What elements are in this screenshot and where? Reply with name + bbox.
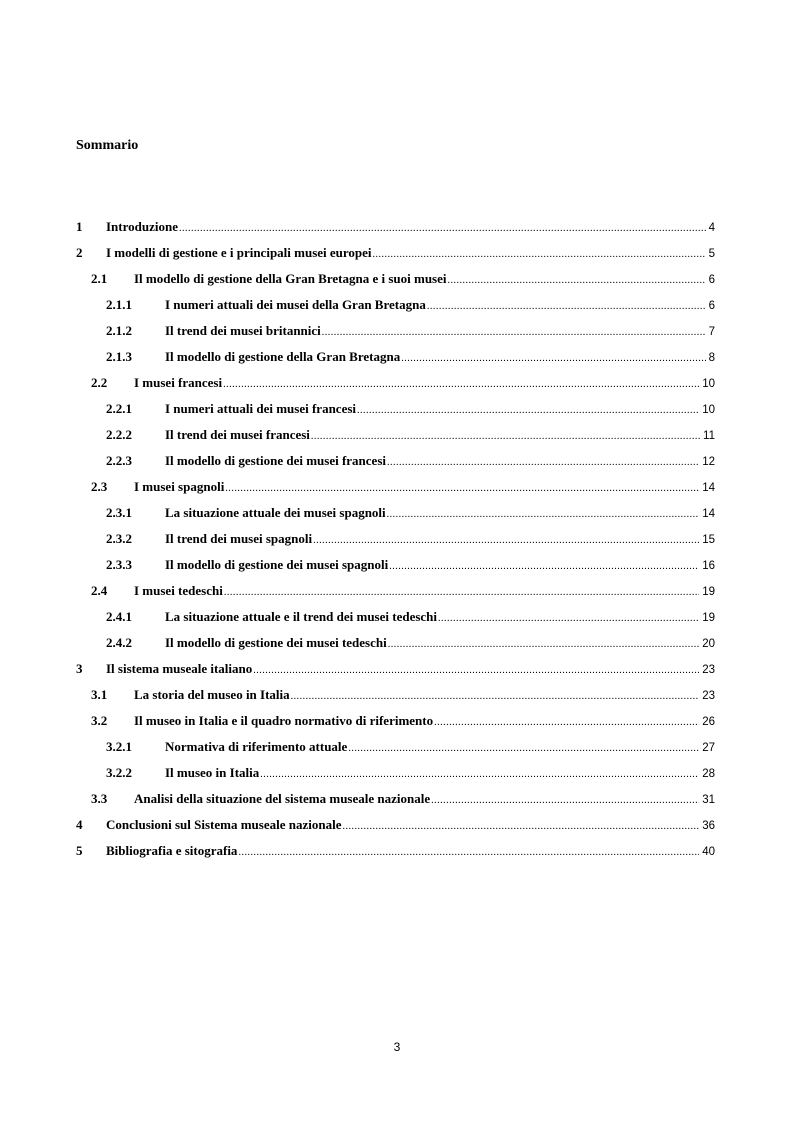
toc-entry[interactable] — [0, 578, 794, 604]
toc-entry-line — [165, 500, 715, 528]
toc-entry-page: 7 — [708, 326, 715, 338]
toc-entry-line — [165, 734, 715, 762]
toc-entry-page: 15 — [702, 534, 715, 546]
dot-leader — [434, 710, 699, 736]
toc-entry-number: 3.2.1 — [106, 739, 132, 754]
toc-entry-page: 14 — [702, 482, 715, 494]
toc-entry[interactable] — [0, 396, 794, 422]
toc-entry[interactable] — [0, 500, 794, 526]
dot-leader — [225, 476, 699, 502]
toc-entry-line — [134, 708, 715, 736]
toc-entry-page: 23 — [702, 664, 715, 676]
dot-leader — [389, 554, 699, 580]
toc-entry-label[interactable]: Il modello di gestione della Gran Bretagna e i suoi musei — [134, 271, 447, 286]
toc-entry-line — [134, 578, 715, 606]
toc-entry[interactable] — [0, 838, 794, 864]
toc-entry-page: 19 — [702, 612, 715, 624]
dot-leader — [348, 736, 699, 762]
toc-entry-number: 2.3 — [91, 479, 108, 494]
toc-entry-page: 31 — [702, 794, 715, 806]
toc-entry-page: 23 — [702, 690, 715, 702]
toc-entry-page: 28 — [702, 768, 715, 780]
dot-leader — [387, 450, 699, 476]
toc-entry-line — [106, 656, 715, 684]
toc-entry-label[interactable]: I musei francesi — [134, 375, 223, 390]
toc-entry-label[interactable]: La situazione attuale e il trend dei musei tedeschi — [165, 609, 438, 624]
toc-entry[interactable] — [0, 656, 794, 682]
dot-leader — [448, 268, 706, 294]
toc-entry-label[interactable]: Introduzione — [106, 219, 178, 234]
toc-entry-number: 2.1 — [91, 271, 108, 286]
toc-entry-number: 2.2.3 — [106, 453, 132, 468]
toc-entry-label[interactable]: Il modello di gestione della Gran Bretagna — [165, 349, 401, 364]
toc-entry-number: 1 — [76, 219, 83, 234]
toc-entry[interactable] — [0, 240, 794, 266]
toc-entry-line — [106, 838, 715, 866]
toc-entry-page: 16 — [702, 560, 715, 572]
toc-entry-number: 2.4 — [91, 583, 108, 598]
toc-entry-label[interactable]: Normativa di riferimento attuale — [165, 739, 348, 754]
toc-entry[interactable] — [0, 604, 794, 630]
toc-entry-label[interactable]: I musei tedeschi — [134, 583, 223, 598]
toc-entry-page: 26 — [702, 716, 715, 728]
toc-entry-page: 8 — [708, 352, 715, 364]
toc-entry-line — [165, 422, 715, 450]
toc-entry-page: 36 — [702, 820, 715, 832]
toc-entry-line — [165, 604, 715, 632]
dot-leader — [373, 242, 706, 268]
toc-entry[interactable] — [0, 812, 794, 838]
toc-entry-label[interactable]: I numeri attuali dei musei francesi — [165, 401, 357, 416]
page-number: 3 — [393, 1040, 401, 1054]
dot-leader — [427, 294, 706, 320]
toc-entry[interactable] — [0, 422, 794, 448]
toc-entry-page: 10 — [702, 404, 715, 416]
toc-entry-line — [134, 682, 715, 710]
toc-entry-label[interactable]: Il modello di gestione dei musei spagnoli — [165, 557, 389, 572]
toc-entry-page: 14 — [702, 508, 715, 520]
dot-leader — [313, 528, 699, 554]
toc-entry[interactable] — [0, 708, 794, 734]
dot-leader — [224, 580, 699, 606]
toc-entry-line — [165, 448, 715, 476]
toc-entry-page: 12 — [702, 456, 715, 468]
dot-leader — [179, 216, 706, 242]
toc-entry-label[interactable]: Il sistema museale italiano — [106, 661, 253, 676]
toc-entry-line — [165, 292, 715, 320]
toc-entry[interactable] — [0, 734, 794, 760]
toc-entry-number: 2.3.1 — [106, 505, 132, 520]
toc-entry-label[interactable]: I musei spagnoli — [134, 479, 225, 494]
toc-entry[interactable] — [0, 526, 794, 552]
toc-entry-label[interactable]: La situazione attuale dei musei spagnoli — [165, 505, 386, 520]
toc-entry-line — [165, 760, 715, 788]
toc-entry-label[interactable]: Il trend dei musei francesi — [165, 427, 310, 442]
toc-entry-label[interactable]: I modelli di gestione e i principali musei europei — [106, 245, 372, 260]
dot-leader — [291, 684, 700, 710]
dot-leader — [401, 346, 705, 372]
toc-entry-page: 27 — [702, 742, 715, 754]
toc-entry-number: 3.1 — [91, 687, 108, 702]
toc-entry-number: 3.3 — [91, 791, 108, 806]
toc-entry-number: 2.4.2 — [106, 635, 132, 650]
dot-leader — [238, 840, 699, 866]
toc-entry-page: 6 — [708, 274, 715, 286]
toc-entry-label[interactable]: La storia del museo in Italia — [134, 687, 290, 702]
toc-entry-line — [106, 214, 715, 242]
toc-entry-label[interactable]: Conclusioni sul Sistema museale nazionale — [106, 817, 342, 832]
toc-entry[interactable] — [0, 630, 794, 656]
toc-entry[interactable] — [0, 266, 794, 292]
toc-entry-line — [134, 266, 715, 294]
toc-entry-number: 2.1.3 — [106, 349, 132, 364]
toc-entry-number: 4 — [76, 817, 83, 832]
toc-entry-page: 5 — [708, 248, 715, 260]
dot-leader — [253, 658, 699, 684]
toc-entry[interactable] — [0, 786, 794, 812]
toc-entry-line — [106, 240, 715, 268]
toc-entry[interactable] — [0, 344, 794, 370]
dot-leader — [260, 762, 699, 788]
toc-entry-number: 2.3.3 — [106, 557, 132, 572]
toc-entry-number: 2 — [76, 245, 83, 260]
toc-entry-number: 2.2.2 — [106, 427, 132, 442]
toc-entry[interactable] — [0, 292, 794, 318]
toc-entry-page: 11 — [703, 430, 715, 442]
toc-entry-number: 2.2.1 — [106, 401, 132, 416]
dot-leader — [311, 424, 700, 450]
toc-entry-page: 40 — [702, 846, 715, 858]
dot-leader — [322, 320, 706, 346]
toc-entry-number: 3.2 — [91, 713, 108, 728]
toc-entry[interactable] — [0, 552, 794, 578]
dot-leader — [223, 372, 699, 398]
dot-leader — [357, 398, 699, 424]
toc-entry-line — [134, 370, 715, 398]
toc-entry-page: 6 — [708, 300, 715, 312]
dot-leader — [342, 814, 699, 840]
toc-entry[interactable] — [0, 448, 794, 474]
toc-entry-page: 10 — [702, 378, 715, 390]
toc-entry[interactable] — [0, 760, 794, 786]
toc-entry-page: 19 — [702, 586, 715, 598]
toc-entry-number: 2.2 — [91, 375, 108, 390]
dot-leader — [387, 502, 700, 528]
toc-entry-number: 5 — [76, 843, 83, 858]
dot-leader — [388, 632, 699, 658]
toc-entry-label[interactable]: Il modello di gestione dei musei francesi — [165, 453, 386, 468]
toc-entry-label[interactable]: Bibliografia e sitografia — [106, 843, 238, 858]
toc-entry-line — [165, 318, 715, 346]
toc-entry-line — [106, 812, 715, 840]
toc-entry[interactable] — [0, 370, 794, 396]
toc-entry-label[interactable]: Il museo in Italia — [165, 765, 260, 780]
toc-entry[interactable] — [0, 318, 794, 344]
toc-title: Sommario — [76, 138, 139, 153]
toc-entry-label[interactable]: Il trend dei musei britannici — [165, 323, 321, 338]
dot-leader — [431, 788, 699, 814]
toc-entry-number: 3.2.2 — [106, 765, 132, 780]
toc-entry-number: 2.3.2 — [106, 531, 132, 546]
toc-entry-number: 2.4.1 — [106, 609, 132, 624]
toc-entry-line — [134, 474, 715, 502]
toc-entry-line — [165, 344, 715, 372]
table-of-contents — [0, 214, 794, 864]
toc-entry-label[interactable]: Il modello di gestione dei musei tedeschi — [165, 635, 387, 650]
toc-entry-number: 2.1.1 — [106, 297, 132, 312]
toc-entry-label[interactable]: Analisi della situazione del sistema museale nazionale — [134, 791, 431, 806]
toc-entry-line — [165, 526, 715, 554]
toc-entry-label[interactable]: I numeri attuali dei musei della Gran Bretagna — [165, 297, 426, 312]
toc-entry-line — [134, 786, 715, 814]
toc-entry-line — [165, 552, 715, 580]
toc-entry-line — [165, 630, 715, 658]
dot-leader — [438, 606, 699, 632]
toc-entry-label[interactable]: Il museo in Italia e il quadro normativo di riferimento — [134, 713, 434, 728]
toc-entry-page: 4 — [708, 222, 715, 234]
toc-entry[interactable] — [0, 214, 794, 240]
toc-entry[interactable] — [0, 682, 794, 708]
toc-entry-page: 20 — [702, 638, 715, 650]
toc-entry-label[interactable]: Il trend dei musei spagnoli — [165, 531, 313, 546]
toc-entry-line — [165, 396, 715, 424]
toc-entry[interactable] — [0, 474, 794, 500]
toc-entry-number: 3 — [76, 661, 83, 676]
toc-entry-number: 2.1.2 — [106, 323, 132, 338]
